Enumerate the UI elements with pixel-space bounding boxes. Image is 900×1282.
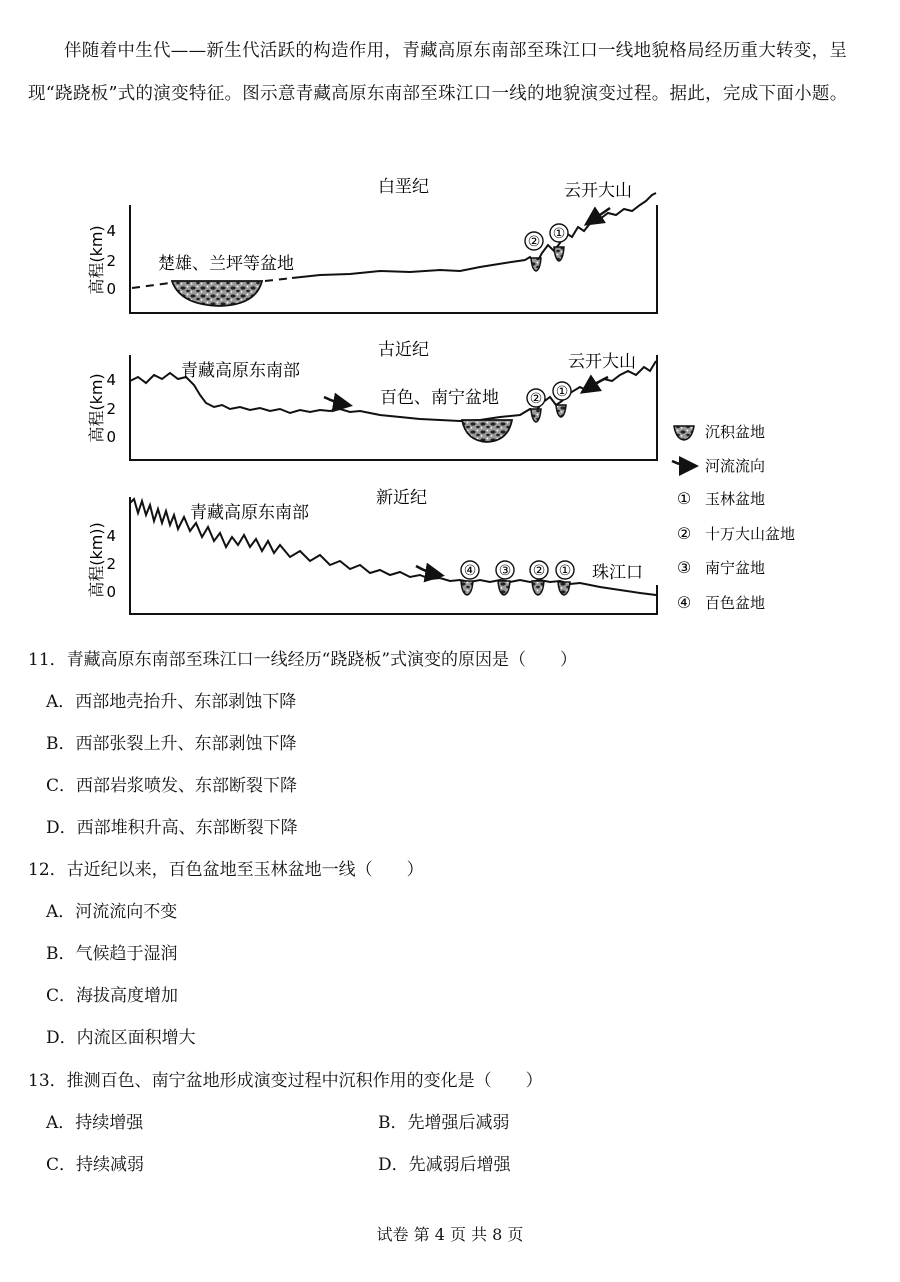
question-13-option-b[interactable]: B．先增强后减弱 bbox=[378, 1113, 510, 1133]
question-12-option-b[interactable]: B．气候趋于湿润 bbox=[46, 944, 178, 964]
legend-marker: ① bbox=[676, 489, 692, 508]
basin-marker: ① bbox=[558, 563, 572, 579]
question-12-stem: 12．古近纪以来，百色盆地至玉林盆地一线（ ） bbox=[28, 860, 424, 880]
question-12-option-d[interactable]: D．内流区面积增大 bbox=[46, 1028, 196, 1048]
question-11-stem: 11．青藏高原东南部至珠江口一线经历“跷跷板”式演变的原因是（ ） bbox=[28, 650, 578, 670]
question-12-option-c[interactable]: C．海拔高度增加 bbox=[46, 986, 179, 1006]
river-flow-arrow bbox=[584, 377, 608, 391]
basin-marker: ① bbox=[555, 384, 569, 400]
panel-neogene bbox=[87, 488, 657, 614]
tick-label: 0 bbox=[106, 583, 116, 601]
small-basin bbox=[461, 581, 473, 595]
basin-marker: ③ bbox=[498, 563, 512, 579]
panel-period-title: 白垩纪 bbox=[378, 177, 429, 197]
terrain-label: 珠江口 bbox=[592, 563, 643, 583]
terrain-label: 百色、南宁盆地 bbox=[380, 388, 499, 408]
small-basin bbox=[531, 258, 541, 271]
legend-text: 沉积盆地 bbox=[705, 423, 766, 441]
question-13-option-c[interactable]: C．持续减弱 bbox=[46, 1155, 145, 1175]
small-basin bbox=[532, 581, 544, 595]
small-basin bbox=[531, 409, 541, 422]
tick-label: 2 bbox=[106, 400, 116, 418]
legend-text: 十万大山盆地 bbox=[705, 525, 796, 543]
legend-text: 河流流向 bbox=[705, 457, 766, 475]
question-11-option-d[interactable]: D．西部堆积升高、东部断裂下降 bbox=[46, 818, 298, 838]
y-axis-label: 高程(km) bbox=[87, 225, 106, 295]
y-axis-label: 高程(km) bbox=[87, 373, 106, 443]
small-basin bbox=[554, 247, 564, 261]
panel-period-title: 新近纪 bbox=[376, 488, 427, 508]
river-flow-arrow bbox=[588, 208, 610, 223]
sedimentary-basin bbox=[462, 420, 512, 442]
sedimentary-basin bbox=[172, 281, 262, 306]
terrain-label: 楚雄、兰坪等盆地 bbox=[158, 254, 294, 274]
panel-cretaceous bbox=[87, 177, 657, 313]
small-basin bbox=[558, 582, 570, 595]
legend-basin-symbol bbox=[674, 426, 694, 440]
figure-legend bbox=[672, 423, 795, 612]
legend-arrow-symbol bbox=[672, 461, 694, 466]
legend-marker: ② bbox=[676, 524, 692, 543]
river-flow-arrow bbox=[416, 566, 440, 575]
tick-label: 0 bbox=[106, 280, 116, 298]
terrain-label: 青藏高原东南部 bbox=[190, 503, 309, 523]
question-13-stem: 13．推测百色、南宁盆地形成演变过程中沉积作用的变化是（ ） bbox=[28, 1071, 543, 1091]
small-basin bbox=[498, 581, 510, 595]
panel-paleogene bbox=[87, 340, 657, 460]
page-footer: 试卷 第 4 页 共 8 页 bbox=[376, 1225, 524, 1244]
legend-text: 南宁盆地 bbox=[705, 559, 766, 577]
basin-marker: ② bbox=[532, 563, 546, 579]
question-11-option-b[interactable]: B．西部张裂上升、东部剥蚀下降 bbox=[46, 734, 297, 754]
question-12-option-a[interactable]: A．河流流向不变 bbox=[46, 902, 178, 922]
question-11-option-a[interactable]: A．西部地壳抬升、东部剥蚀下降 bbox=[46, 692, 297, 712]
legend-marker: ③ bbox=[676, 558, 692, 577]
legend-marker: ④ bbox=[676, 593, 692, 612]
small-basin bbox=[556, 405, 566, 417]
landform-evolution-figure bbox=[80, 165, 820, 625]
tick-label: 2 bbox=[106, 555, 116, 573]
basin-marker: ② bbox=[527, 234, 541, 250]
legend-text: 百色盆地 bbox=[705, 594, 766, 612]
tick-label: 0 bbox=[106, 428, 116, 446]
basin-marker: ② bbox=[529, 391, 543, 407]
terrain-profile bbox=[292, 193, 656, 278]
tick-label: 2 bbox=[106, 252, 116, 270]
question-13-option-d[interactable]: D．先减弱后增强 bbox=[378, 1155, 511, 1175]
question-13-option-a[interactable]: A．持续增强 bbox=[46, 1113, 144, 1133]
tick-label: 4 bbox=[106, 371, 116, 389]
river-flow-arrow bbox=[324, 397, 348, 405]
panel-period-title: 古近纪 bbox=[378, 340, 429, 360]
terrain-label: 云开大山 bbox=[568, 352, 636, 372]
basin-marker: ④ bbox=[463, 563, 477, 579]
tick-label: 4 bbox=[106, 222, 116, 240]
question-11-option-c[interactable]: C．西部岩浆喷发、东部断裂下降 bbox=[46, 776, 298, 796]
basin-marker: ① bbox=[552, 226, 566, 242]
legend-text: 玉林盆地 bbox=[705, 490, 766, 508]
tick-label: 4 bbox=[106, 527, 116, 545]
terrain-label: 青藏高原东南部 bbox=[181, 361, 300, 381]
terrain-label: 云开大山 bbox=[564, 181, 632, 201]
intro-paragraph: 伴随着中生代——新生代活跃的构造作用，青藏高原东南部至珠江口一线地貌格局经历重大转变，呈现“跷跷板”式的演变特征。图示意青藏高原东南部至珠江口一线的地貌演变过程。据此，完成下面小题。 bbox=[28, 41, 848, 104]
y-axis-label: 高程(km)) bbox=[87, 522, 106, 598]
